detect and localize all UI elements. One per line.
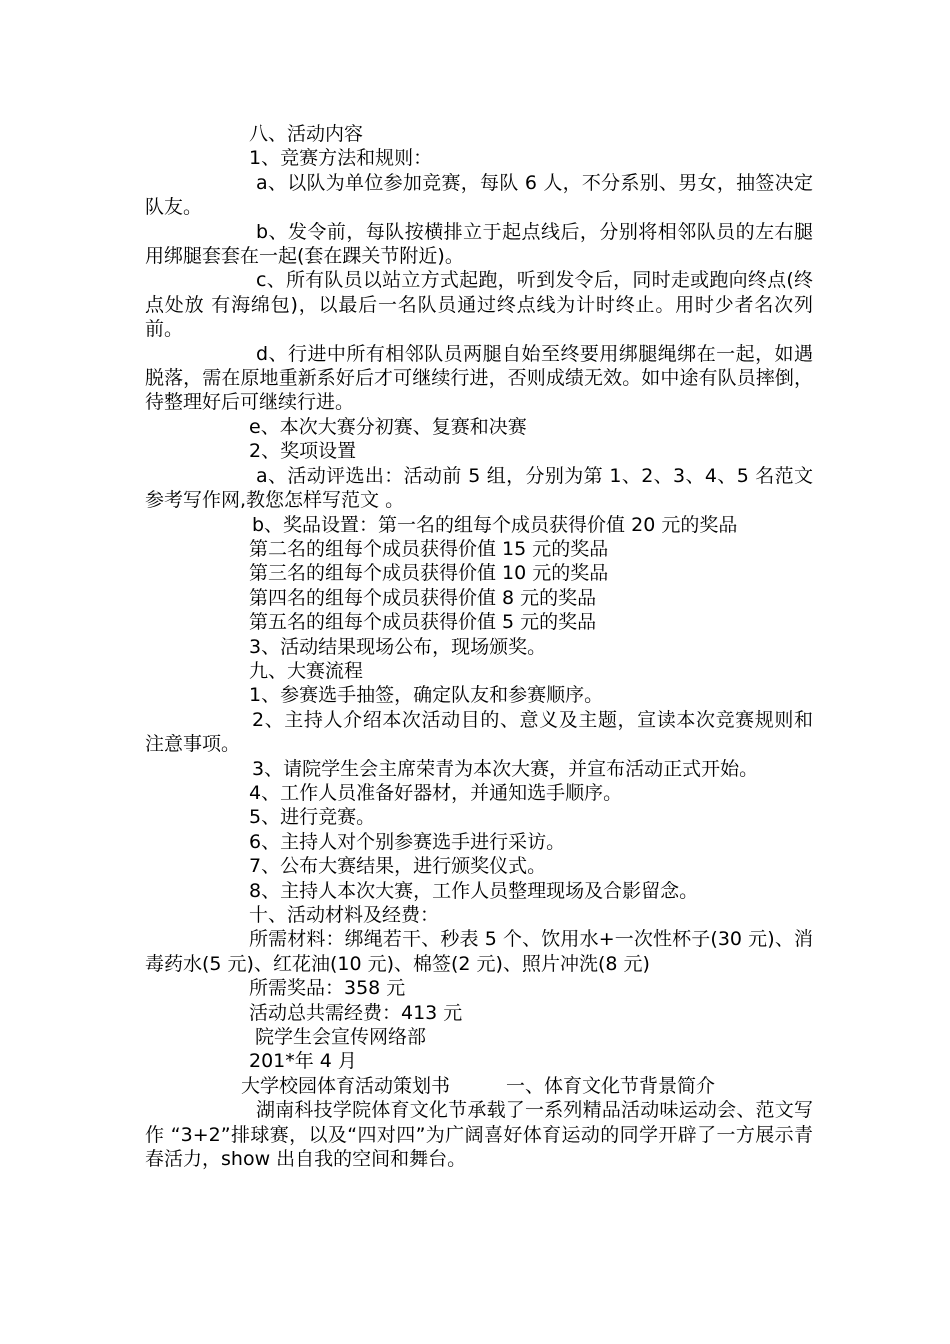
paragraph: b、发令前，每队按横排立于起点线后，分别将相邻队员的左右腿用绑腿套套在一起(套在踝关节附近)。	[145, 220, 813, 268]
paragraph: 6、主持人对个别参赛选手进行采访。	[249, 830, 566, 853]
prize-line: 第四名的组每个成员获得价值 8 元的奖品	[249, 586, 597, 609]
next-document-title: 大学校园体育活动策划书	[241, 1074, 451, 1097]
paragraph: e、本次大赛分初赛、复赛和决赛	[249, 415, 527, 438]
paragraph: 所需材料：绑绳若干、秒表 5 个、饮用水+一次性杯子(30 元)、消毒药水(5 元)、红花油(10 元)、棉签(2 元)、照片冲洗(8 元)	[145, 928, 813, 975]
paragraph: 3、请院学生会主席荣青为本次大赛，并宣布活动正式开始。	[252, 757, 759, 780]
paragraph: 所需奖品：358 元	[249, 977, 406, 1000]
subsection-heading: 2、奖项设置	[249, 440, 357, 463]
paragraph: b、奖品设置：第一名的组每个成员获得价值 20 元的奖品	[252, 513, 738, 536]
signature-date: 201*年 4 月	[249, 1050, 357, 1073]
document-body	[145, 122, 813, 1171]
paragraph: 2、主持人介绍本次活动目的、意义及主题，宣读本次竞赛规则和注意事项。	[145, 708, 813, 756]
subsection-heading: 1、竞赛方法和规则：	[249, 147, 433, 170]
paragraph: 1、参赛选手抽签，确定队友和参赛顺序。	[249, 684, 604, 707]
section-heading-10: 十、活动材料及经费：	[249, 904, 440, 926]
section-heading-8: 八、活动内容	[249, 123, 364, 145]
paragraph: a、以队为单位参加竞赛，每队 6 人，不分系别、男女，抽签决定队友。	[145, 171, 813, 219]
paragraph: d、行进中所有相邻队员两腿自始至终要用绑腿绳绑在一起，如遇脱落，需在原地重新系好后才可继续行进，否则成绩无效。如中途有队员摔倒，待整理好后可继续行进。	[145, 342, 813, 414]
paragraph: c、所有队员以站立方式起跑，听到发令后，同时走或跑向终点(终点处放 有海绵包)，以最后一名队员通过终点线为计时终止。用时少者名次列前。	[145, 269, 813, 341]
paragraph: 8、主持人本次大赛，工作人员整理现场及合影留念。	[249, 879, 699, 902]
prize-line: 第五名的组每个成员获得价值 5 元的奖品	[249, 611, 597, 634]
paragraph: 3、活动结果现场公布，现场颁奖。	[249, 635, 547, 658]
paragraph: 5、进行竞赛。	[249, 806, 376, 829]
prize-line: 第三名的组每个成员获得价值 10 元的奖品	[249, 562, 609, 585]
paragraph: 4、工作人员准备好器材，并通知选手顺序。	[249, 781, 623, 804]
signature-department: 院学生会宣传网络部	[249, 1026, 427, 1049]
section-heading-9: 九、大赛流程	[249, 659, 364, 682]
next-document-heading: 一、体育文化节背景简介	[506, 1074, 716, 1097]
paragraph: a、活动评选出：活动前 5 组，分别为第 1、2、3、4、5 名范文参考写作网,教您怎样写范文 。	[145, 464, 813, 512]
prize-line: 第二名的组每个成员获得价值 15 元的奖品	[249, 537, 609, 560]
next-document-title-line	[145, 1074, 813, 1098]
paragraph: 湖南科技学院体育文化节承载了一系列精品活动味运动会、范文写作 “3+2”排球赛，以及“四对四”为广阔喜好体育运动的同学开辟了一方展示青春活力，show 出自我的空间和舞台。	[145, 1099, 813, 1171]
paragraph: 活动总共需经费：413 元	[249, 1001, 463, 1024]
paragraph: 7、公布大赛结果，进行颁奖仪式。	[249, 855, 547, 878]
